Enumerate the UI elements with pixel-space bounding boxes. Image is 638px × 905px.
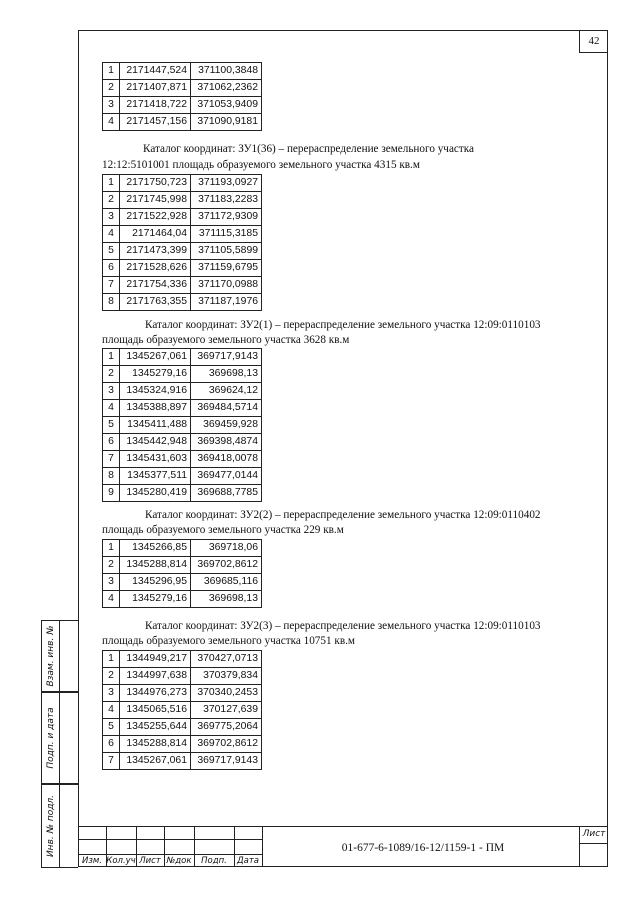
- table-row: [103, 591, 262, 608]
- point-number: 4: [103, 591, 120, 608]
- coordinate-y: 369477,0144: [191, 468, 262, 485]
- sidebar-label-podp-data: Подп. и дата: [45, 707, 56, 769]
- coordinate-y: 370427,0713: [191, 651, 262, 668]
- point-number: 4: [103, 114, 120, 131]
- section-caption-line: Каталог координат: ЗУ2(3) – перераспределение земельного участка 12:09:0110103: [145, 620, 541, 632]
- coordinate-y: 371053,9409: [191, 97, 262, 114]
- table-row: [103, 468, 262, 485]
- coordinate-x: 1345267,061: [120, 753, 191, 770]
- coordinate-x: 1344976,273: [120, 685, 191, 702]
- coordinate-y: 369717,9143: [191, 349, 262, 366]
- sidebar-label-inv-podl: Инв. № подл.: [45, 794, 56, 858]
- stamp-header-list: Лист: [139, 856, 161, 866]
- coordinate-y: 370379,834: [191, 668, 262, 685]
- point-number: 2: [103, 668, 120, 685]
- coordinate-y: 371170,0988: [191, 277, 262, 294]
- coordinate-table-5: [102, 650, 262, 770]
- coordinate-y: 370127,639: [191, 702, 262, 719]
- coordinate-y: 371090,9181: [191, 114, 262, 131]
- table-row: [103, 175, 262, 192]
- coordinate-x: 1345431,603: [120, 451, 191, 468]
- coordinate-x: 1344949,217: [120, 651, 191, 668]
- table-row: [103, 574, 262, 591]
- point-number: 3: [103, 383, 120, 400]
- coordinate-y: 371159,6795: [191, 260, 262, 277]
- stamp-header-izm: Изм.: [82, 856, 102, 866]
- coordinate-y: 371105,5899: [191, 243, 262, 260]
- coordinate-x: 2171473,399: [120, 243, 191, 260]
- point-number: 6: [103, 736, 120, 753]
- coordinate-x: 1345065,516: [120, 702, 191, 719]
- table-row: [103, 668, 262, 685]
- point-number: 2: [103, 80, 120, 97]
- sheet-box: [579, 826, 608, 867]
- coordinate-x: 2171457,156: [120, 114, 191, 131]
- point-number: 1: [103, 349, 120, 366]
- sidebar-label-vzam: Взам. инв. №: [45, 625, 56, 687]
- coordinate-x: 2171763,355: [120, 294, 191, 311]
- table-row: [103, 434, 262, 451]
- coordinate-x: 1345296,95: [120, 574, 191, 591]
- stamp-header-data: Дата: [236, 856, 259, 866]
- table-row: [103, 540, 262, 557]
- coordinate-y: 369698,13: [191, 366, 262, 383]
- coordinate-x: 1345266,85: [120, 540, 191, 557]
- point-number: 8: [103, 468, 120, 485]
- title-block: [78, 826, 608, 867]
- point-number: 5: [103, 719, 120, 736]
- coordinate-x: 1345442,948: [120, 434, 191, 451]
- coordinate-y: 369717,9143: [191, 753, 262, 770]
- coordinate-y: 371062,2362: [191, 80, 262, 97]
- coordinate-x: 2171754,336: [120, 277, 191, 294]
- table-row: [103, 97, 262, 114]
- table-row: [103, 685, 262, 702]
- coordinate-x: 2171464,04: [120, 226, 191, 243]
- table-row: [103, 366, 262, 383]
- coordinate-x: 1345288,814: [120, 736, 191, 753]
- table-row: [103, 63, 262, 80]
- point-number: 2: [103, 557, 120, 574]
- coordinate-x: 2171407,871: [120, 80, 191, 97]
- table-row: [103, 651, 262, 668]
- table-row: [103, 557, 262, 574]
- coordinate-x: 1345324,916: [120, 383, 191, 400]
- document-number: 01-677-6-1089/16-12/1159-1 - ПМ: [262, 826, 583, 867]
- coordinate-x: 2171522,928: [120, 209, 191, 226]
- point-number: 8: [103, 294, 120, 311]
- coordinate-x: 1345388,897: [120, 400, 191, 417]
- coordinate-y: 369459,928: [191, 417, 262, 434]
- section-caption-line: площадь образуемого земельного участка 10751 кв.м: [102, 635, 355, 647]
- table-row: [103, 277, 262, 294]
- coordinate-y: 369688,7785: [191, 485, 262, 502]
- coordinate-y: 371115,3185: [191, 226, 262, 243]
- coordinate-y: 369702,8612: [191, 557, 262, 574]
- table-row: [103, 383, 262, 400]
- section-caption-line: площадь образуемого земельного участка 3628 кв.м: [102, 334, 350, 346]
- coordinate-x: 1345288,814: [120, 557, 191, 574]
- coordinate-y: 369398,4874: [191, 434, 262, 451]
- point-number: 7: [103, 753, 120, 770]
- point-number: 5: [103, 417, 120, 434]
- coordinate-y: 371183,2283: [191, 192, 262, 209]
- table-row: [103, 451, 262, 468]
- table-row: [103, 226, 262, 243]
- coordinate-x: 2171418,722: [120, 97, 191, 114]
- coordinate-x: 1345279,16: [120, 366, 191, 383]
- point-number: 3: [103, 209, 120, 226]
- table-row: [103, 485, 262, 502]
- point-number: 3: [103, 685, 120, 702]
- section-caption-line: 12:12:5101001 площадь образуемого земельного участка 4315 кв.м: [102, 159, 420, 171]
- coordinate-x: 1345255,644: [120, 719, 191, 736]
- coordinate-y: 369702,8612: [191, 736, 262, 753]
- stamp-header-kolich: Кол.уч: [106, 856, 136, 866]
- section-caption-line: Каталог координат: ЗУ2(2) – перераспределение земельного участка 12:09:0110402: [145, 509, 541, 521]
- coordinate-x: 1344997,638: [120, 668, 191, 685]
- page-number: 42: [579, 30, 608, 53]
- stamp-header-ndok: №док: [166, 856, 192, 866]
- coordinate-x: 2171528,626: [120, 260, 191, 277]
- table-row: [103, 702, 262, 719]
- coordinate-y: 369775,2064: [191, 719, 262, 736]
- coordinate-y: 371100,3848: [191, 63, 262, 80]
- coordinate-y: 369718,06: [191, 540, 262, 557]
- stamp-header-podp: Подп.: [201, 856, 227, 866]
- point-number: 7: [103, 277, 120, 294]
- stamp-grid: [78, 826, 262, 867]
- coordinate-table-3: [102, 348, 262, 502]
- coordinate-x: 1345411,488: [120, 417, 191, 434]
- point-number: 4: [103, 702, 120, 719]
- table-row: [103, 114, 262, 131]
- point-number: 4: [103, 400, 120, 417]
- point-number: 2: [103, 366, 120, 383]
- table-row: [103, 294, 262, 311]
- coordinate-x: 1345280,419: [120, 485, 191, 502]
- point-number: 1: [103, 63, 120, 80]
- table-row: [103, 80, 262, 97]
- coordinate-y: 371193,0927: [191, 175, 262, 192]
- coordinate-y: 369624,12: [191, 383, 262, 400]
- sidebar-cell-podp: [41, 692, 78, 784]
- point-number: 3: [103, 97, 120, 114]
- coordinate-y: 369685,116: [191, 574, 262, 591]
- table-row: [103, 260, 262, 277]
- point-number: 2: [103, 192, 120, 209]
- sheet-label: Лист: [582, 829, 606, 839]
- coordinate-y: 371172,9309: [191, 209, 262, 226]
- point-number: 7: [103, 451, 120, 468]
- coordinate-y: 369484,5714: [191, 400, 262, 417]
- point-number: 4: [103, 226, 120, 243]
- point-number: 6: [103, 434, 120, 451]
- coordinate-x: 1345267,061: [120, 349, 191, 366]
- sidebar-cell-vzam: [41, 620, 78, 692]
- table-row: [103, 209, 262, 226]
- coordinate-y: 370340,2453: [191, 685, 262, 702]
- point-number: 1: [103, 540, 120, 557]
- table-row: [103, 736, 262, 753]
- coordinate-x: 2171447,524: [120, 63, 191, 80]
- coordinate-x: 2171750,723: [120, 175, 191, 192]
- table-row: [103, 753, 262, 770]
- table-row: [103, 400, 262, 417]
- section-caption-line: площадь образуемого земельного участка 229 кв.м: [102, 524, 344, 536]
- coordinate-table-4: [102, 539, 262, 608]
- point-number: 1: [103, 651, 120, 668]
- point-number: 9: [103, 485, 120, 502]
- table-row: [103, 349, 262, 366]
- sidebar-cell-inv: [41, 784, 78, 868]
- table-row: [103, 192, 262, 209]
- section-caption-line: Каталог координат: ЗУ1(36) – перераспределение земельного участка: [143, 143, 474, 155]
- point-number: 5: [103, 243, 120, 260]
- point-number: 1: [103, 175, 120, 192]
- coordinate-table-2: [102, 174, 262, 311]
- table-row: [103, 243, 262, 260]
- left-margin-stamp: [41, 620, 78, 868]
- coordinate-y: 371187,1976: [191, 294, 262, 311]
- point-number: 3: [103, 574, 120, 591]
- table-row: [103, 719, 262, 736]
- table-row: [103, 417, 262, 434]
- point-number: 6: [103, 260, 120, 277]
- coordinate-x: 1345279,16: [120, 591, 191, 608]
- coordinate-y: 369698,13: [191, 591, 262, 608]
- coordinate-x: 2171745,998: [120, 192, 191, 209]
- coordinate-y: 369418,0078: [191, 451, 262, 468]
- coordinate-x: 1345377,511: [120, 468, 191, 485]
- coordinate-table-1: [102, 62, 262, 131]
- section-caption-line: Каталог координат: ЗУ2(1) – перераспределение земельного участка 12:09:0110103: [145, 319, 541, 331]
